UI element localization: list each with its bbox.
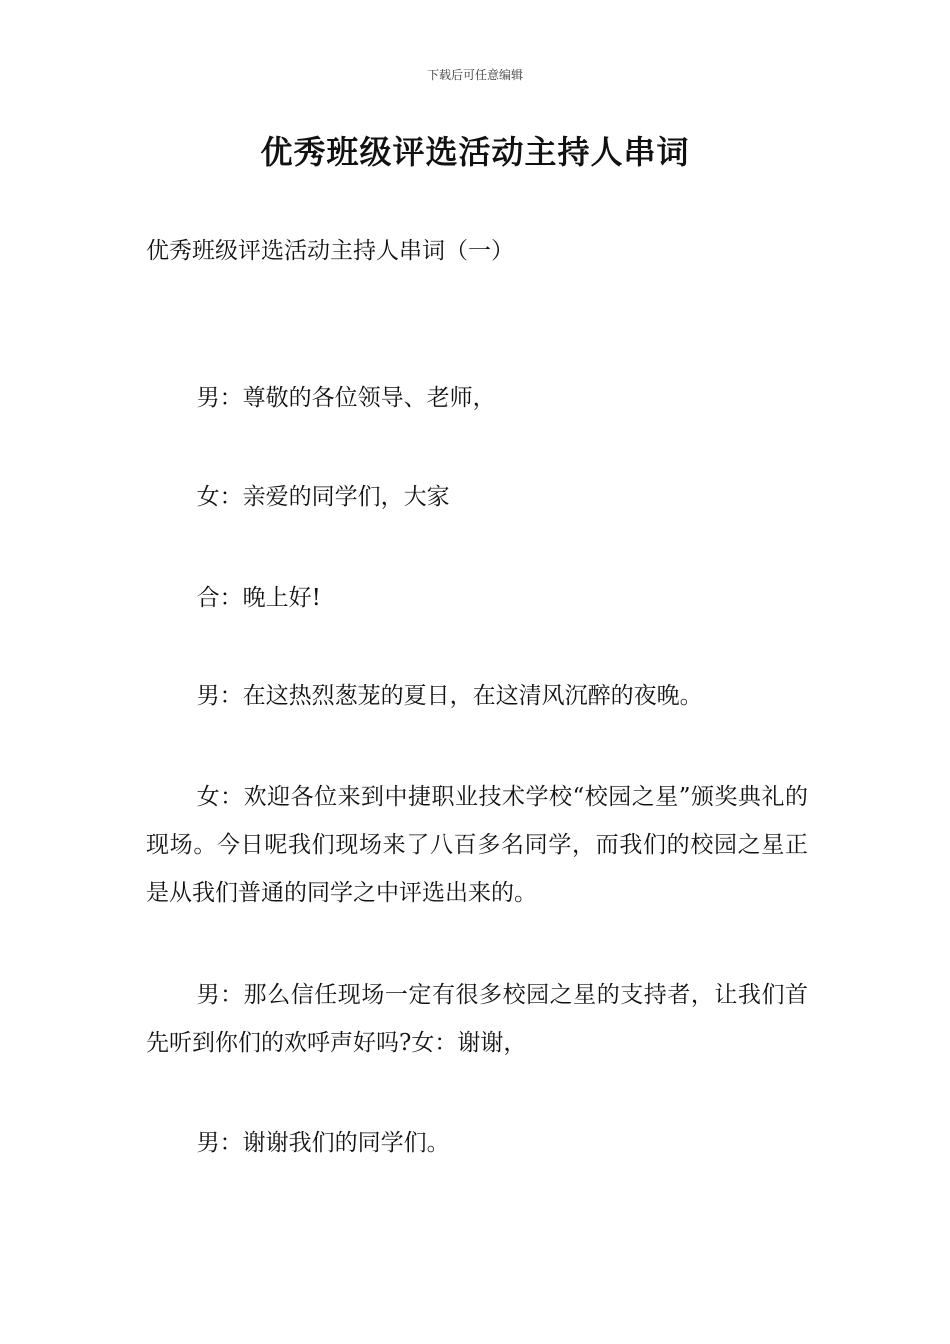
paragraph: 合：晚上好!: [196, 585, 321, 611]
paragraph: 女：欢迎各位来到中捷职业技术学校“校园之星”颁奖典礼的现场。今日呢我们现场来了八百多名同学，而我们的校园之星正是从我们普通的同学之中评选出来的。: [146, 784, 808, 906]
document-title: 优秀班级评选活动主持人串词: [260, 133, 690, 171]
paragraph: 男：那么信任现场一定有很多校园之星的支持者，让我们首先听到你们的欢呼声好吗?女：谢谢，: [146, 982, 808, 1056]
paragraph: 女：亲爱的同学们，大家: [196, 484, 450, 510]
header-note: 下载后可任意编辑: [426, 68, 523, 82]
paragraph: 男：尊敬的各位领导、老师，: [196, 385, 496, 411]
paragraph: 男：在这热烈葱茏的夏日，在这清风沉醉的夜晚。: [196, 683, 703, 709]
section-subtitle: 优秀班级评选活动主持人串词（一）: [146, 238, 514, 264]
paragraph: 男：谢谢我们的同学们。: [196, 1130, 450, 1156]
